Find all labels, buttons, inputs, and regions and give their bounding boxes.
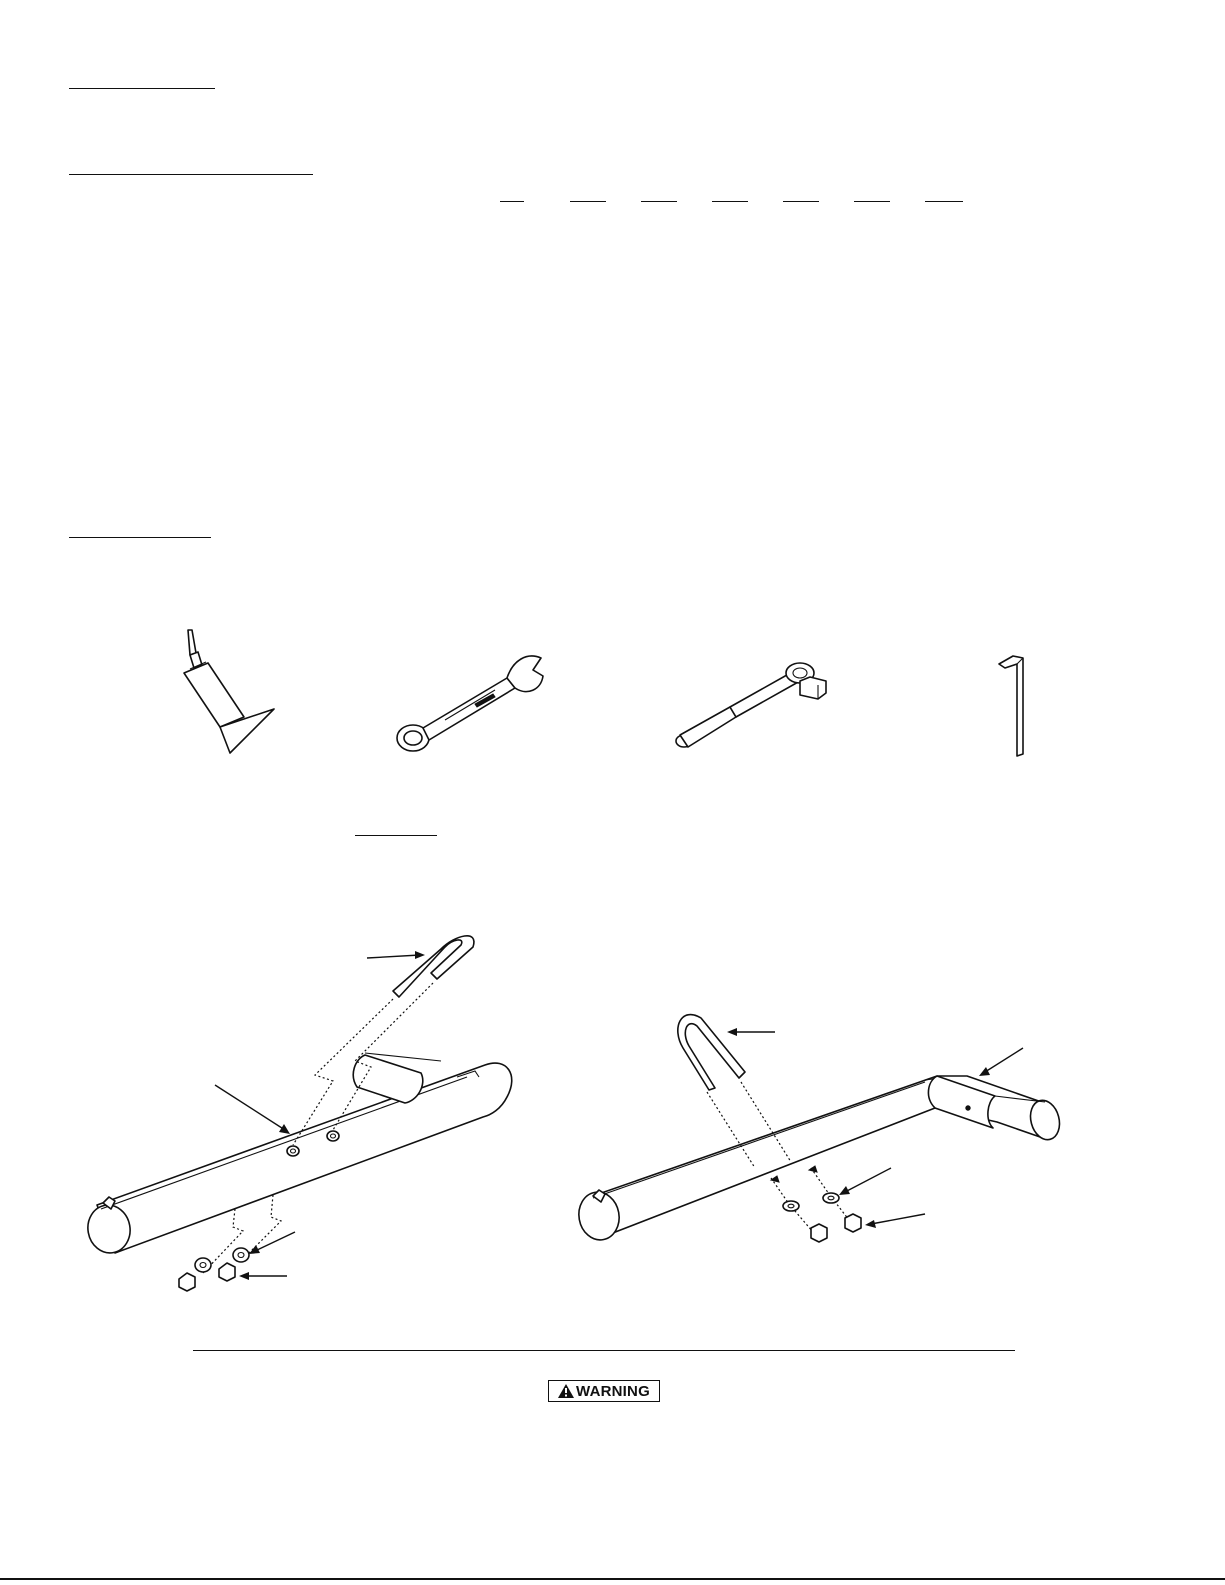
table-rule-6 [854,201,890,202]
table-rule-1 [500,201,524,202]
footer-rule [0,1578,1225,1580]
heading-rule-2 [69,174,313,175]
hex-key-icon [995,650,1035,760]
table-rule-4 [712,201,748,202]
warning-triangle-icon [558,1384,574,1398]
heading-rule-3 [69,537,211,538]
table-rule-7 [925,201,963,202]
socket-ratchet-icon [670,655,835,755]
table-rule-5 [783,201,819,202]
heading-rule-1 [69,88,215,89]
section-divider [193,1350,1015,1351]
grease-tube-icon [180,625,280,755]
figure-caption-rule [355,835,437,836]
table-rule-3 [641,201,677,202]
warning-badge [548,1380,660,1402]
warning-label: WARNING [576,1382,650,1400]
right-assembly-diagram [575,1010,1095,1280]
table-rule-2 [570,201,606,202]
combination-wrench-icon [395,650,550,760]
left-assembly-diagram [75,925,535,1300]
